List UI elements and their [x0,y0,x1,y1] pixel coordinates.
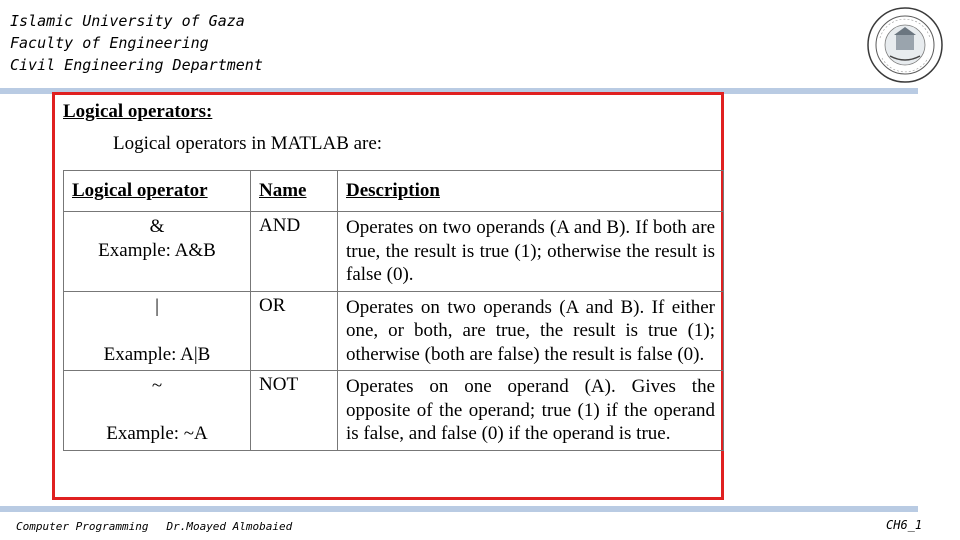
operator-name: OR [251,291,338,371]
header-description: Description [338,171,724,212]
footer-info [16,520,310,533]
slide-number: CH6_1 [886,518,923,532]
operator-symbol: | [155,295,159,317]
footer-divider [0,506,918,512]
logical-operators-table [63,170,724,451]
section-title: Logical operators: [63,101,213,122]
institution-header [10,10,263,76]
section-intro: Logical operators in MATLAB are: [113,133,383,154]
slide-content-frame [52,92,724,500]
course-name: Computer Programming [16,520,149,533]
operator-cell [64,212,251,292]
faculty-name: Faculty of Engineering [10,34,209,52]
operator-example: Example: A|B [103,343,211,365]
operator-example: Example: ~A [106,423,208,444]
department-name: Civil Engineering Department [10,56,263,74]
table-row [64,291,724,371]
operator-description: Operates on two operands (A and B). If either one, or both, are true, the result is true (1); otherwise (both are false) the result is false (0). [338,291,724,371]
header-logical-operator: Logical operator [64,171,251,212]
operator-description: Operates on one operand (A). Gives the opposite of the operand; true (1) if the operand is false, and false (0) if the operand is true. [338,371,724,451]
operator-cell [64,371,251,451]
operator-name: AND [251,212,338,292]
university-name: Islamic University of Gaza [10,12,245,30]
table-row [64,212,724,292]
operator-cell [64,291,251,371]
operator-symbol: & [149,216,165,237]
header-name: Name [251,171,338,212]
operator-description: Operates on two operands (A and B). If both are true, the result is true (1); otherwise the result is false (0). [338,212,724,292]
university-seal-icon [866,6,944,84]
table-header-row [64,171,724,212]
operator-symbol: ~ [151,375,163,396]
operator-name: NOT [251,371,338,451]
instructor-name: Dr.Moayed Almobaied [166,520,293,533]
table-row [64,371,724,451]
operator-example: Example: A&B [98,240,216,261]
